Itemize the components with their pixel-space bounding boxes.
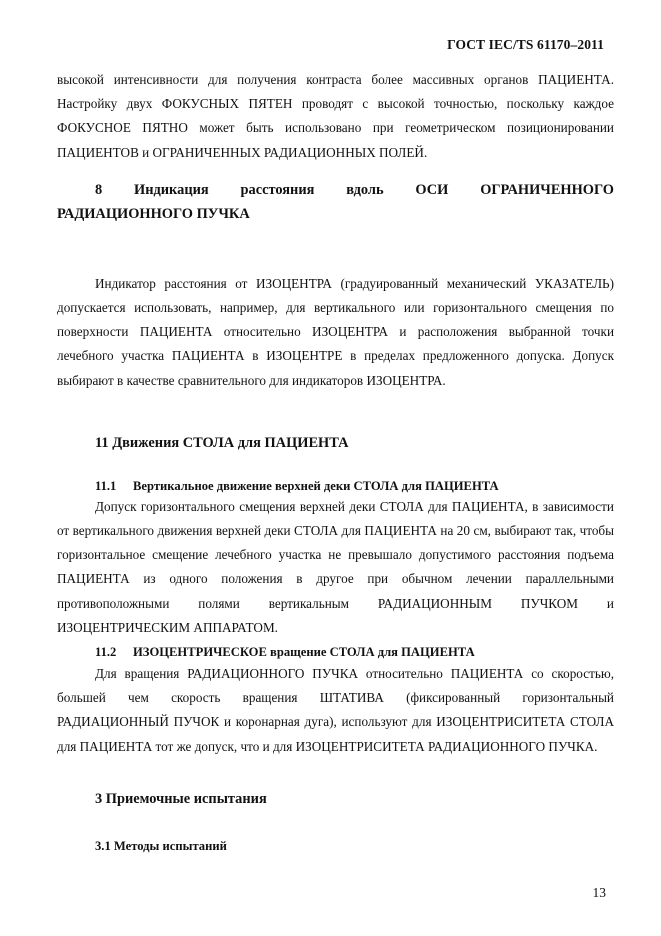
section-11-1-title: Вертикальное движение верхней деки СТОЛА для ПАЦИЕНТА xyxy=(133,478,499,493)
section-8-heading: 8 Индикация расстояния вдоль ОСИ ОГРАНИЧЕННОГО xyxy=(95,181,614,198)
section-8-paragraph: Индикатор расстояния от ИЗОЦЕНТРА (градуированный механический УКАЗАТЕЛЬ) допускается использовать, например, для вертикального или горизонтального смещения по поверхности ПАЦИЕНТА относительно ИЗОЦЕНТРА и расположения выбранной точки лечебного участка ПАЦИЕНТА в ИЗОЦЕНТРЕ в пределах предложенного допуска. Допуск выбирают в качестве сравнительного для индикаторов ИЗОЦЕНТРА. xyxy=(57,275,614,388)
section-11-2-number: 11.2 xyxy=(95,645,117,660)
intro-paragraph: высокой интенсивности для получения контраста более массивных органов ПАЦИЕНТА. Настройку двух ФОКУСНЫХ ПЯТЕН проводят с высокой точностью, поскольку каждое ФОКУСНОЕ ПЯТНО может быть использовано при геометрическом позиционировании ПАЦИЕНТОВ и ОГРАНИЧЕННЫХ РАДИАЦИОННЫХ ПОЛЕЙ. xyxy=(57,72,614,160)
section-3-1-heading: 3.1 Методы испытаний xyxy=(95,838,227,853)
section-11-2-title: ИЗОЦЕНТРИЧЕСКОЕ вращение СТОЛА для ПАЦИЕНТА xyxy=(133,645,475,660)
section-11-1-number: 11.1 xyxy=(95,478,117,493)
section-11-2-heading xyxy=(57,642,614,662)
page-number: 13 xyxy=(592,885,606,900)
document-header: ГОСТ IEC/TS 61170–2011 xyxy=(447,37,604,52)
page-content xyxy=(57,68,614,855)
section-8-heading-cont: РАДИАЦИОННОГО ПУЧКА xyxy=(57,205,250,222)
section-11-1-heading xyxy=(57,477,614,495)
section-11-2-paragraph: Для вращения РАДИАЦИОННОГО ПУЧКА относительно ПАЦИЕНТА со скоростью, большей чем скорость вращения ШТАТИВА (фиксированный горизонтальный РАДИАЦИОННЫЙ ПУЧОК и коронарная дуга), используют для ИЗОЦЕНТРИСИТЕТА СТОЛА для ПАЦИЕНТА тот же допуск, что и для ИЗОЦЕНТРИСИТЕТА РАДИАЦИОННОГО ПУЧКА. xyxy=(57,666,614,754)
section-11-heading: 11 Движения СТОЛА для ПАЦИЕНТА xyxy=(95,434,349,451)
section-3-heading: 3 Приемочные испытания xyxy=(95,790,267,807)
section-11-1-paragraph: Допуск горизонтального смещения верхней деки СТОЛА для ПАЦИЕНТА, в зависимости от вертикального движения верхней деки СТОЛА для ПАЦИЕНТА на 20 см, выбирают так, чтобы горизонтальное смещение лечебного участка не превышало допустимого расстояния подъема ПАЦИЕНТА из одного положения в другое при обычном лечении параллельными противоположными полями вертикальным РАДИАЦИОННЫМ ПУЧКОМ и ИЗОЦЕНТРИЧЕСКИМ АППАРАТОМ. xyxy=(57,498,614,635)
